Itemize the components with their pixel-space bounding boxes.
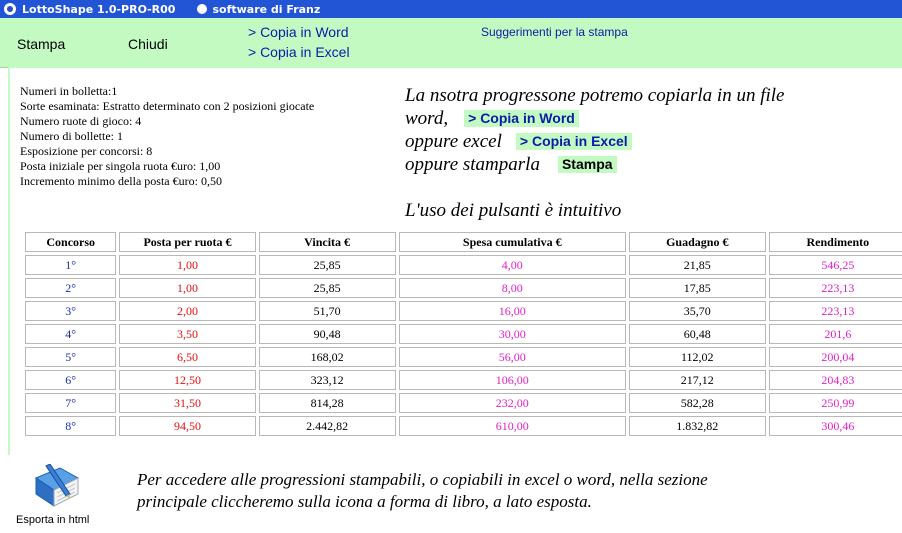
table-cell: 1,00 — [119, 255, 255, 275]
instruction-note — [405, 84, 784, 176]
main-panel — [8, 67, 902, 456]
note-line-1: La nsotra progressone potremo copiarla in un file — [405, 85, 785, 106]
table-row — [25, 347, 902, 367]
note-heading: L'uso dei pulsanti è intuitivo — [405, 200, 622, 221]
table-row — [25, 393, 902, 413]
summary-info — [20, 84, 314, 189]
col-header: Guadagno € — [629, 232, 766, 252]
table-cell: 582,28 — [629, 393, 766, 413]
table-cell: 4° — [25, 324, 116, 344]
info-line: Numero ruote di gioco: 4 — [20, 114, 142, 128]
table-cell: 201,6 — [769, 324, 902, 344]
table-cell: 7° — [25, 393, 116, 413]
col-header: Concorso — [25, 232, 116, 252]
table-cell: 6,50 — [119, 347, 255, 367]
table-cell: 51,70 — [259, 301, 396, 321]
copy-word-link[interactable]: > Copia in Word — [248, 24, 349, 40]
table-cell: 2.442,82 — [259, 416, 396, 436]
table-cell: 2,00 — [119, 301, 255, 321]
col-header: Spesa cumulativa € — [399, 232, 626, 252]
note-print-prefix: oppure stamparla — [405, 154, 540, 175]
table-cell: 300,46 — [769, 416, 902, 436]
info-line: Numeri in bolletta:1 — [20, 84, 118, 98]
title-bar — [0, 0, 902, 18]
close-button[interactable]: Chiudi — [128, 36, 168, 52]
note-print-button[interactable]: Stampa — [558, 156, 617, 173]
table-cell: 106,00 — [399, 370, 626, 390]
info-line: Numero di bollette: 1 — [20, 129, 123, 143]
table-cell: 8° — [25, 416, 116, 436]
table-body — [25, 255, 902, 436]
table-cell: 217,12 — [629, 370, 766, 390]
print-tips-link[interactable]: Suggerimenti per la stampa — [481, 25, 628, 39]
note-copy-excel-button[interactable]: > Copia in Excel — [516, 133, 632, 150]
app-icon — [4, 3, 16, 15]
table-row — [25, 301, 902, 321]
note-word-prefix: word, — [405, 108, 449, 129]
table-cell: 5° — [25, 347, 116, 367]
table-cell: 60,48 — [629, 324, 766, 344]
table-cell: 35,70 — [629, 301, 766, 321]
book-icon[interactable] — [30, 464, 84, 510]
table-cell: 25,85 — [259, 278, 396, 298]
table-cell: 1.832,82 — [629, 416, 766, 436]
table-cell: 223,13 — [769, 301, 902, 321]
footer-line-1: Per accedere alle progressioni stampabili, o copiabili in excel o word, nella sezione — [137, 470, 708, 489]
table-cell: 200,04 — [769, 347, 902, 367]
window-subtitle-wrap — [197, 3, 320, 16]
window-title: LottoShape 1.0-PRO-R00 — [22, 2, 176, 16]
globe-icon — [197, 4, 207, 14]
table-cell: 21,85 — [629, 255, 766, 275]
table-row — [25, 370, 902, 390]
window-subtitle: software di Franz — [212, 2, 321, 16]
table-cell: 6° — [25, 370, 116, 390]
info-line: Sorte esaminata: Estratto determinato con 2 posizioni giocate — [20, 99, 315, 113]
export-html-label[interactable]: Esporta in html — [16, 514, 90, 526]
footer-line-2: principale cliccheremo sulla icona a forma di libro, a lato esposta. — [137, 492, 592, 511]
note-line-4 — [405, 153, 784, 176]
footer-description — [137, 469, 708, 513]
table-cell: 223,13 — [769, 278, 902, 298]
toolbar — [0, 18, 902, 68]
table-cell: 17,85 — [629, 278, 766, 298]
col-header: Posta per ruota € — [119, 232, 255, 252]
table-row — [25, 255, 902, 275]
table-cell: 1,00 — [119, 278, 255, 298]
note-line-2 — [405, 107, 784, 130]
table-cell: 3° — [25, 301, 116, 321]
table-cell: 56,00 — [399, 347, 626, 367]
table-cell: 546,25 — [769, 255, 902, 275]
col-header: Vincita € — [259, 232, 396, 252]
table-cell: 204,83 — [769, 370, 902, 390]
copy-excel-link[interactable]: > Copia in Excel — [248, 44, 350, 60]
table-header-row — [25, 232, 902, 252]
table-cell: 30,00 — [399, 324, 626, 344]
table-cell: 610,00 — [399, 416, 626, 436]
progression-table — [22, 229, 902, 439]
note-copy-word-button[interactable]: > Copia in Word — [464, 110, 579, 127]
table-row — [25, 278, 902, 298]
table-cell: 168,02 — [259, 347, 396, 367]
table-row — [25, 324, 902, 344]
table-cell: 232,00 — [399, 393, 626, 413]
info-line: Posta iniziale per singola ruota €uro: 1,00 — [20, 159, 221, 173]
table-cell: 2° — [25, 278, 116, 298]
table-cell: 4,00 — [399, 255, 626, 275]
table-cell: 31,50 — [119, 393, 255, 413]
col-header: Rendimento — [769, 232, 902, 252]
table-cell: 112,02 — [629, 347, 766, 367]
table-cell: 250,99 — [769, 393, 902, 413]
note-excel-prefix: oppure excel — [405, 131, 502, 152]
footer — [0, 455, 902, 533]
table-cell: 814,28 — [259, 393, 396, 413]
print-button[interactable]: Stampa — [17, 36, 66, 52]
table-cell: 94,50 — [119, 416, 255, 436]
table-row — [25, 416, 902, 436]
info-line: Esposizione per concorsi: 8 — [20, 144, 153, 158]
note-line-3 — [405, 130, 784, 153]
table-cell: 90,48 — [259, 324, 396, 344]
info-line: Incremento minimo della posta €uro: 0,50 — [20, 174, 222, 188]
table-cell: 1° — [25, 255, 116, 275]
table-cell: 12,50 — [119, 370, 255, 390]
table-cell: 25,85 — [259, 255, 396, 275]
table-cell: 16,00 — [399, 301, 626, 321]
table-cell: 3,50 — [119, 324, 255, 344]
table-cell: 8,00 — [399, 278, 626, 298]
table-cell: 323,12 — [259, 370, 396, 390]
